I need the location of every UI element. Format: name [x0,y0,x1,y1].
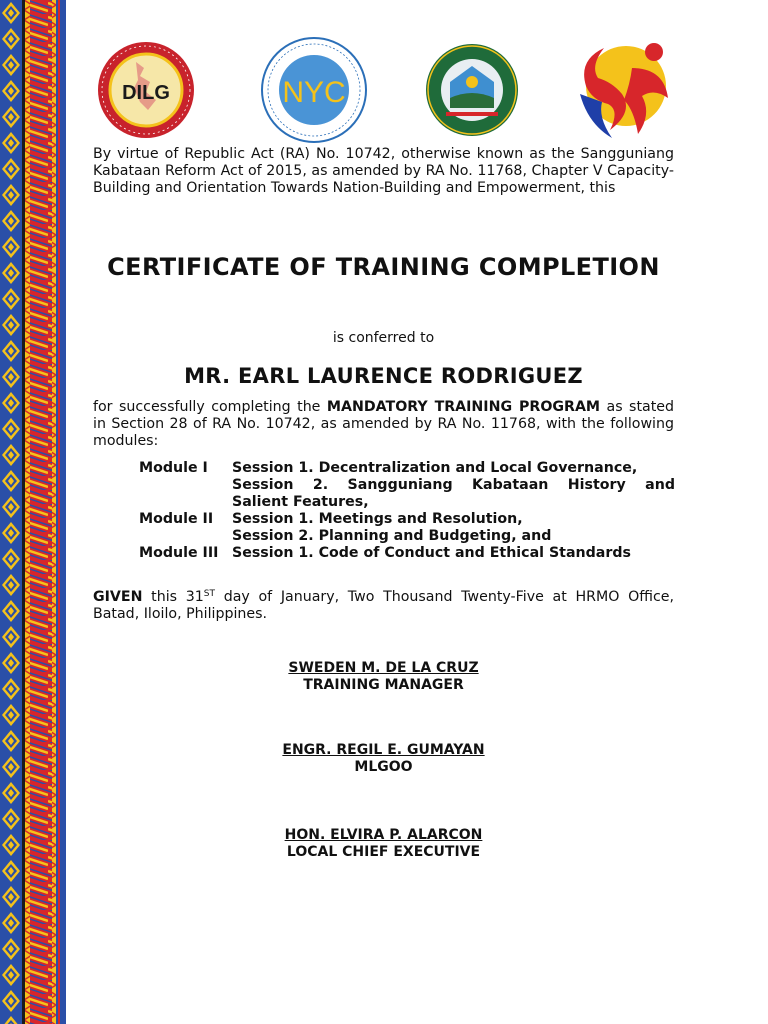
module-row [139,460,675,511]
conferred-text: is conferred to [332,330,435,346]
recipient-name: MR. EARL LAURENCE RODRIGUEZ [184,364,583,388]
module-session: Salient Features, [232,494,369,510]
signatory-block [93,827,674,861]
signatory-name: SWEDEN M. DE LA CRUZ [288,660,479,676]
module-list [139,460,675,562]
dilg-seal-text: DILG [122,82,170,104]
signatory-name: HON. ELVIRA P. ALARCON [284,827,483,843]
module-session: Session 1. Code of Conduct and Ethical Standards [232,545,631,561]
module-label: Module II [139,511,214,527]
module-session: Session 2. Sangguniang Kabataan History and [232,477,675,493]
logo-row [92,36,682,146]
signatory-title: TRAINING MANAGER [303,677,464,693]
program-name: MANDATORY TRAINING PROGRAM [326,399,601,415]
module-row [139,511,675,545]
nyc-seal-icon [260,36,368,144]
given-day-suffix: ST [203,589,216,599]
module-session: Session 1. Decentralization and Local Governance, [232,460,638,476]
signatory-block [93,742,674,776]
completion-suffix: as stated in Section 28 of RA No. 10742, as amended by RA No. 11768, with the following modules: [93,399,675,449]
given-word: GIVEN [93,589,143,605]
sk-logo-icon [568,38,676,144]
signatory-title: LOCAL CHIEF EXECUTIVE [286,844,481,860]
nyc-seal-text: NYC [282,76,346,109]
module-label: Module III [139,545,219,561]
certificate-title: CERTIFICATE OF TRAINING COMPLETION [107,253,660,281]
intro-paragraph: By virtue of Republic Act (RA) No. 10742, otherwise known as the Sangguniang Kabataan Reform Act of 2015, as amended by RA No. 11768, Chapter V Capacity-Building and Orientation Towards Nation-Building and Empowerment, this [93,146,674,196]
woven-border-decoration [0,0,66,1024]
module-row [139,545,675,562]
module-session: Session 2. Planning and Budgeting, and [232,528,552,544]
module-session: Session 1. Meetings and Resolution, [232,511,523,527]
dilg-seal-icon [96,40,196,140]
completion-paragraph [93,399,674,450]
batad-seal-icon [424,42,520,138]
signatory-block [93,660,674,694]
given-text-start: this 31 [151,589,204,605]
signatory-name: ENGR. REGIL E. GUMAYAN [282,742,485,758]
signatory-title: MLGOO [354,759,413,775]
given-text-end: day of January, Two Thousand Twenty-Five at HRMO Office, Batad, Iloilo, Philippines. [93,589,674,622]
completion-prefix: for successfully completing the [93,399,321,415]
module-label: Module I [139,460,208,476]
given-paragraph [93,589,674,623]
